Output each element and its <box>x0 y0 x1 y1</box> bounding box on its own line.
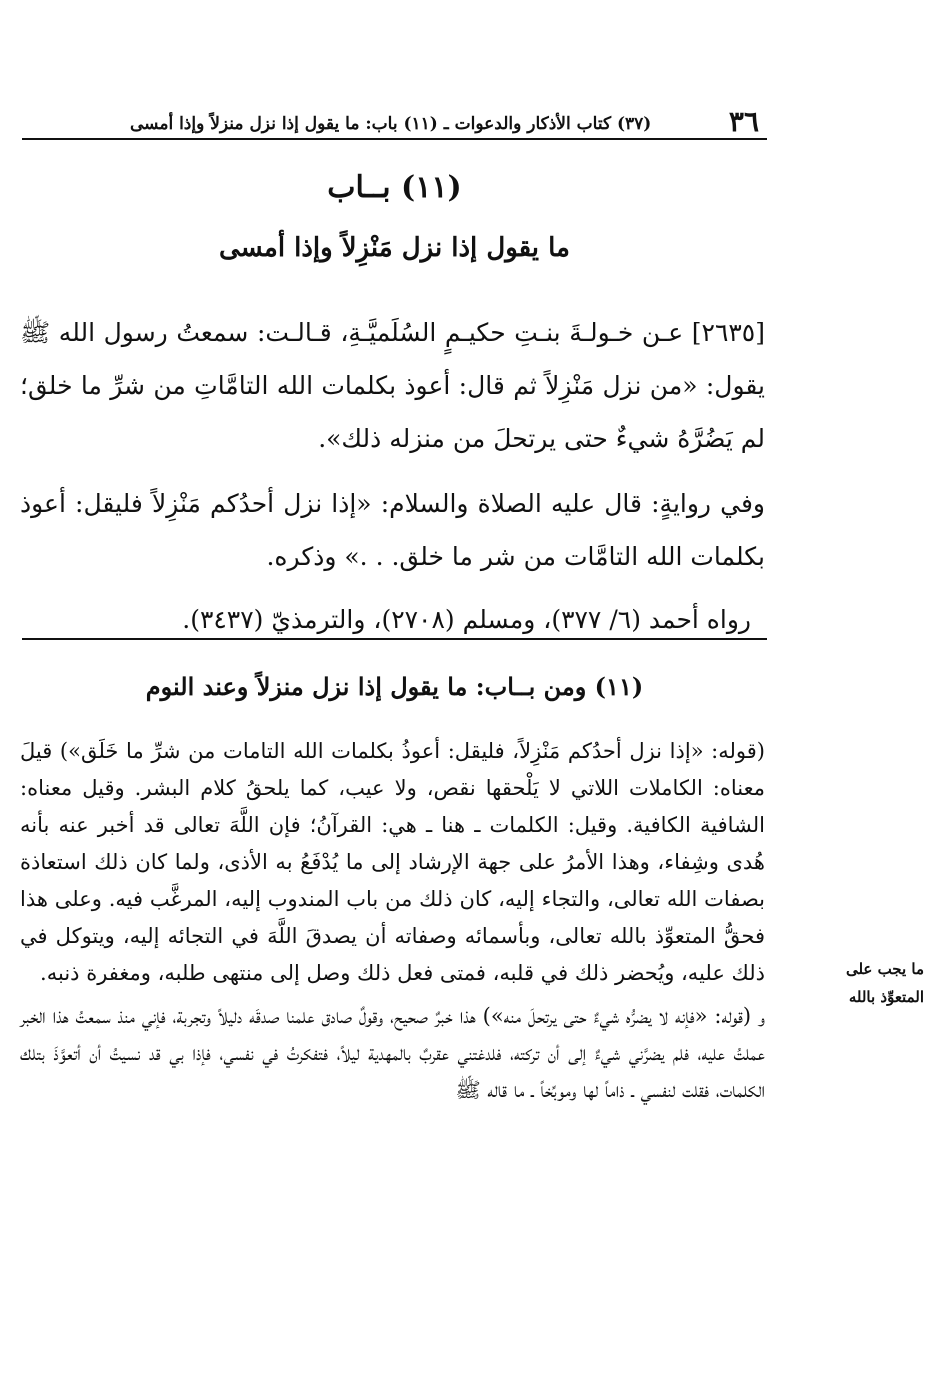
commentary-paragraph: و (قوله: «فإنه لا يضرُّه شيءٌ حتى يرتحلَ منه») هذا خبرٌ صحيح، وقولٌ صادق علمنا صدقَه دليلاً وتجربة، فإني منذ سمعتُ هذا الخبر عملتُ عليه، فلم يضرَّني شيءٌ إلى أن تركته، فلدغتني عقربٌ بالمهدية ليلاً، فتفكرتُ في نفسي، فإذا بي قد نسيتُ أن أتعوَّذَ بتلك الكلمات، فقلت لنفسي ـ ذاماً لها وموبِّخاً ـ ما قاله ﷺ <box>20 1004 765 1102</box>
chapter-title: (١١) بــاب <box>327 170 462 205</box>
hadith-narration: [٢٦٣٥] عـن خـولـةَ بنـتِ حكيـمٍ السُلَميَّـةِ، قـالـت: سمعتُ رسول الله ﷺ يقول: «من نزل مَنْزِلاً ثم قال: أعوذ بكلمات الله التامَّاتِ من شرِّ ما خلق؛ لم يَضُرَّهُ شيءٌ حتى يرتحلَ من منزله ذلك». <box>20 318 765 453</box>
hadith-variant: وفي روايةٍ: قال عليه الصلاة والسلام: «إذا نزل أحدُكم مَنْزِلاً فليقل: أعوذ بكلمات الله التامَّات من شر ما خلق. . .» وذكره. <box>20 489 765 571</box>
chapter-subtitle: ما يقول إذا نزل مَنْزِلاً وإذا أمسى <box>219 233 570 263</box>
margin-note: ما يجب على المتعوِّذ بالله <box>845 960 924 1006</box>
hadith-block <box>20 300 765 646</box>
commentary-title: (١١) ومن بــاب: ما يقول إذا نزل منزلاً وعند النوم <box>145 672 644 701</box>
page-number: ٣٦ <box>728 105 759 138</box>
running-title: (٣٧) كتاب الأذكار والدعوات ـ (١١) باب: ما يقول إذا نزل منزلاً وإذا أمسى <box>130 114 652 134</box>
hadith-sources: رواه أحمد (٦/ ٣٧٧)، ومسلم (٢٧٠٨)، والترمذيّ (٣٤٣٧). <box>182 605 751 634</box>
commentary-body <box>20 733 765 1109</box>
section-divider <box>22 638 767 640</box>
page-header <box>22 102 767 140</box>
commentary-paragraph: (قوله: «إذا نزل أحدُكم مَنْزِلاً، فليقل: أعوذُ بكلمات الله التامات من شرِّ ما خَلَق») قيلَ معناه: الكاملات اللاتي لا يَلْحقها نقص، ولا عيب، كما يلحقُ كلام البشر. وقيل معناه: الشافية الكافية. وقيل: الكلمات ـ هنا ـ هي: القرآنُ؛ فإن اللَّهَ تعالى قد أخبر عنه بأنه هُدى وشِفاء، وهذا الأمرُ على جهة الإرشاد إلى ما يُدْفَعُ به الأذى، ولما كان ذلك استعاذة بصفات الله تعالى، والتجاء إليه، كان ذلك من باب المندوب إليه، المرغَّب فيه. وعلى هذا فحقُّ المتعوِّذ بالله تعالى، وبأسمائه وصفاته أن يصدقَ اللَّهَ في التجائه إليه، ويتوكل في ذلك عليه، ويُحضر ذلك في قلبه، فمتى فعل ذلك وصل إلى منتهى طلبه، ومغفرة ذنبه. <box>20 739 765 985</box>
